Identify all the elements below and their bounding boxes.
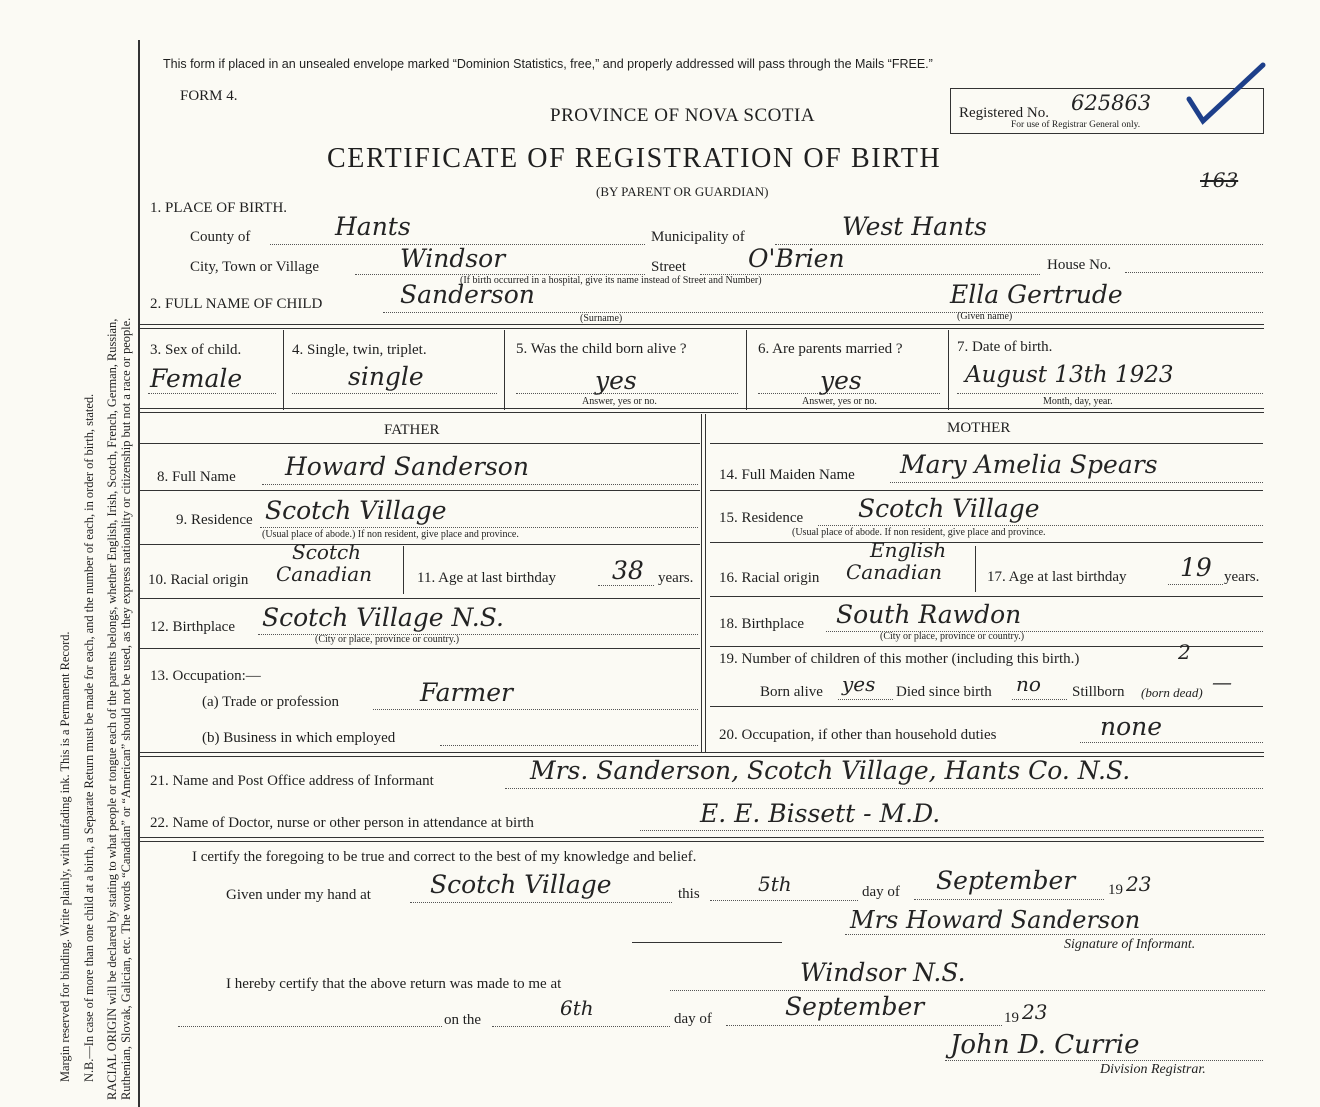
registrar-year: 23 xyxy=(1022,1000,1048,1024)
municipality-label: Municipality of xyxy=(651,229,745,245)
certificate-subtitle: (BY PARENT OR GUARDIAN) xyxy=(596,184,769,199)
registrar-month: September xyxy=(785,992,925,1021)
registrar-day: 6th xyxy=(560,996,594,1020)
checkmark-icon xyxy=(1181,59,1271,129)
registrar-day-label: day of xyxy=(674,1011,712,1027)
father-racial-label: 10. Racial origin xyxy=(148,572,249,588)
father-name-label: 8. Full Name xyxy=(157,469,236,485)
cert-day-label: day of xyxy=(862,884,900,900)
certify-text: I certify the foregoing to be true and correct to the best of my knowledge and belief. xyxy=(192,849,697,865)
mother-occupation-label: 20. Occupation, if other than household duties xyxy=(719,727,997,743)
mother-birthplace-value: South Rawdon xyxy=(836,600,1022,629)
place-heading: 1. PLACE OF BIRTH. xyxy=(150,200,288,216)
twin-value: single xyxy=(348,362,424,391)
business-label: (b) Business in which employed xyxy=(202,730,396,746)
registrar-place: Windsor N.S. xyxy=(800,958,966,987)
informant-signature-label: Signature of Informant. xyxy=(1064,937,1196,952)
married-note: Answer, yes or no. xyxy=(802,396,877,407)
father-age-unit: years. xyxy=(658,570,694,586)
twin-label: 4. Single, twin, triplet. xyxy=(292,342,427,358)
trade-value: Farmer xyxy=(420,678,513,707)
alive-label: 5. Was the child born alive ? xyxy=(516,341,687,357)
married-value: yes xyxy=(820,366,862,395)
mother-birthplace-label: 18. Birthplace xyxy=(719,616,804,632)
father-birthplace-value: Scotch Village N.S. xyxy=(262,603,504,632)
child-given: Ella Gertrude xyxy=(950,280,1123,309)
informant-signature: Mrs Howard Sanderson xyxy=(850,906,1141,934)
given-place: Scotch Village xyxy=(430,870,612,899)
registrar-signature: John D. Currie xyxy=(950,1030,1140,1060)
street-value: O'Brien xyxy=(748,244,845,273)
dob-note: Month, day, year. xyxy=(1043,396,1113,407)
doctor-label: 22. Name of Doctor, nurse or other person in attendance at birth xyxy=(150,815,534,831)
father-heading: FATHER xyxy=(384,422,440,438)
dob-value: August 13th 1923 xyxy=(965,362,1174,388)
certificate-title: CERTIFICATE OF REGISTRATION OF BIRTH xyxy=(327,143,942,174)
child-surname: Sanderson xyxy=(400,280,535,309)
margin-line xyxy=(138,40,140,1107)
born-alive-value: yes xyxy=(842,672,876,696)
married-label: 6. Are parents married ? xyxy=(758,341,903,357)
father-residence-label: 9. Residence xyxy=(176,512,253,528)
occupation-label: 13. Occupation:— xyxy=(150,668,261,684)
registrar-year-prefix: 19 xyxy=(1004,1010,1019,1026)
county-label: County of xyxy=(190,229,251,245)
father-residence-note: (Usual place of abode.) If non resident, give place and province. xyxy=(262,529,519,540)
registered-label: Registered No. xyxy=(959,105,1049,121)
father-birthplace-note: (City or place, province or country.) xyxy=(315,634,460,645)
died-value: no xyxy=(1016,672,1041,696)
mother-age-value: 19 xyxy=(1180,553,1212,582)
mother-residence-label: 15. Residence xyxy=(719,510,804,526)
father-residence-value: Scotch Village xyxy=(265,496,447,525)
registered-number: 625863 xyxy=(1071,91,1152,115)
mother-racial-value: Canadian xyxy=(846,560,943,584)
province-heading: PROVINCE OF NOVA SCOTIA xyxy=(550,105,816,126)
form-label: FORM 4. xyxy=(180,88,238,104)
cert-year-prefix: 19 xyxy=(1108,882,1123,898)
stillborn-value: — xyxy=(1212,670,1232,694)
mother-heading: MOTHER xyxy=(947,420,1011,436)
cert-day: 5th xyxy=(758,872,792,896)
father-racial-value: Canadian xyxy=(276,562,373,586)
surname-note: (Surname) xyxy=(580,313,623,324)
struck-number: 163 xyxy=(1200,168,1239,192)
children-value: 2 xyxy=(1178,640,1191,664)
cert-year: 23 xyxy=(1126,872,1152,896)
mother-age-label: 17. Age at last birthday xyxy=(987,569,1127,585)
trade-label: (a) Trade or profession xyxy=(202,694,340,710)
informant-value: Mrs. Sanderson, Scotch Village, Hants Co. N.S. xyxy=(530,756,1131,785)
father-age-value: 38 xyxy=(612,556,644,585)
margin-note-4: Ruthenian, Slovak, Galician, etc. The words “Canadian” or “American” should not be used, as they express nationality or citizenship but not a race or people. xyxy=(119,317,133,1100)
mother-name-label: 14. Full Maiden Name xyxy=(719,467,855,483)
registered-box xyxy=(950,88,1264,134)
mother-occupation-value: none xyxy=(1100,712,1163,741)
mother-name-value: Mary Amelia Spears xyxy=(900,450,1158,479)
registrar-text: I hereby certify that the above return was made to me at xyxy=(226,976,562,992)
registered-note: For use of Registrar General only. xyxy=(1011,120,1141,130)
hospital-note: (If birth occurred in a hospital, give its name instead of Street and Number) xyxy=(460,275,762,286)
stillborn-label: Stillborn xyxy=(1072,684,1125,700)
stillborn-note: (born dead) xyxy=(1141,685,1203,700)
died-label: Died since birth xyxy=(896,684,992,700)
sex-label: 3. Sex of child. xyxy=(150,342,242,358)
margin-note-1: Margin reserved for binding. Write plainly, with unfading ink. This is a Permanent Record. xyxy=(58,631,72,1082)
mother-residence-note: (Usual place of abode. If non resident, give place and province. xyxy=(792,527,1046,538)
alive-note: Answer, yes or no. xyxy=(582,396,657,407)
given-note: (Given name) xyxy=(957,311,1013,322)
mother-residence-value: Scotch Village xyxy=(858,494,1040,523)
given-label: Given under my hand at xyxy=(226,887,371,903)
county-value: Hants xyxy=(335,212,411,241)
born-alive-label: Born alive xyxy=(760,684,823,700)
mother-racial-label: 16. Racial origin xyxy=(719,570,820,586)
mother-racial-top: English xyxy=(870,538,947,562)
margin-note-2: N.B.—In case of more than one child at a birth, a Separate Return must be made for each, and the number of each, in order of birth, stated. xyxy=(82,393,96,1082)
child-name-label: 2. FULL NAME OF CHILD xyxy=(150,296,323,312)
street-label: Street xyxy=(651,259,686,275)
margin-note-3: RACIAL ORIGIN will be declared by stating to what people or tongue each of the parents belongs, whether English, Irish, Scotch, French, German, Russian, xyxy=(105,318,119,1100)
cert-month: September xyxy=(936,866,1076,895)
mother-age-unit: years. xyxy=(1224,569,1260,585)
father-name-value: Howard Sanderson xyxy=(285,452,529,481)
father-birthplace-label: 12. Birthplace xyxy=(150,619,235,635)
father-racial-top: Scotch xyxy=(292,540,362,564)
dob-label: 7. Date of birth. xyxy=(957,339,1053,355)
doctor-value: E. E. Bissett - M.D. xyxy=(700,799,941,828)
city-value: Windsor xyxy=(400,244,506,273)
city-label: City, Town or Village xyxy=(190,259,320,275)
sex-value: Female xyxy=(150,364,243,393)
municipality-value: West Hants xyxy=(842,212,987,241)
alive-value: yes xyxy=(595,366,637,395)
mailing-notice: This form if placed in an unsealed envelope marked “Dominion Statistics, free,” and properly addressed will pass through the Mails “FREE.” xyxy=(163,57,933,71)
father-age-label: 11. Age at last birthday xyxy=(417,570,556,586)
children-label: 19. Number of children of this mother (including this birth.) xyxy=(719,651,1080,667)
registrar-signature-label: Division Registrar. xyxy=(1100,1062,1206,1077)
mother-birthplace-note: (City or place, province or country.) xyxy=(880,631,1025,642)
on-the-label: on the xyxy=(444,1012,482,1028)
informant-label: 21. Name and Post Office address of Informant xyxy=(150,773,434,789)
this-label: this xyxy=(678,886,700,902)
house-label: House No. xyxy=(1047,257,1112,273)
